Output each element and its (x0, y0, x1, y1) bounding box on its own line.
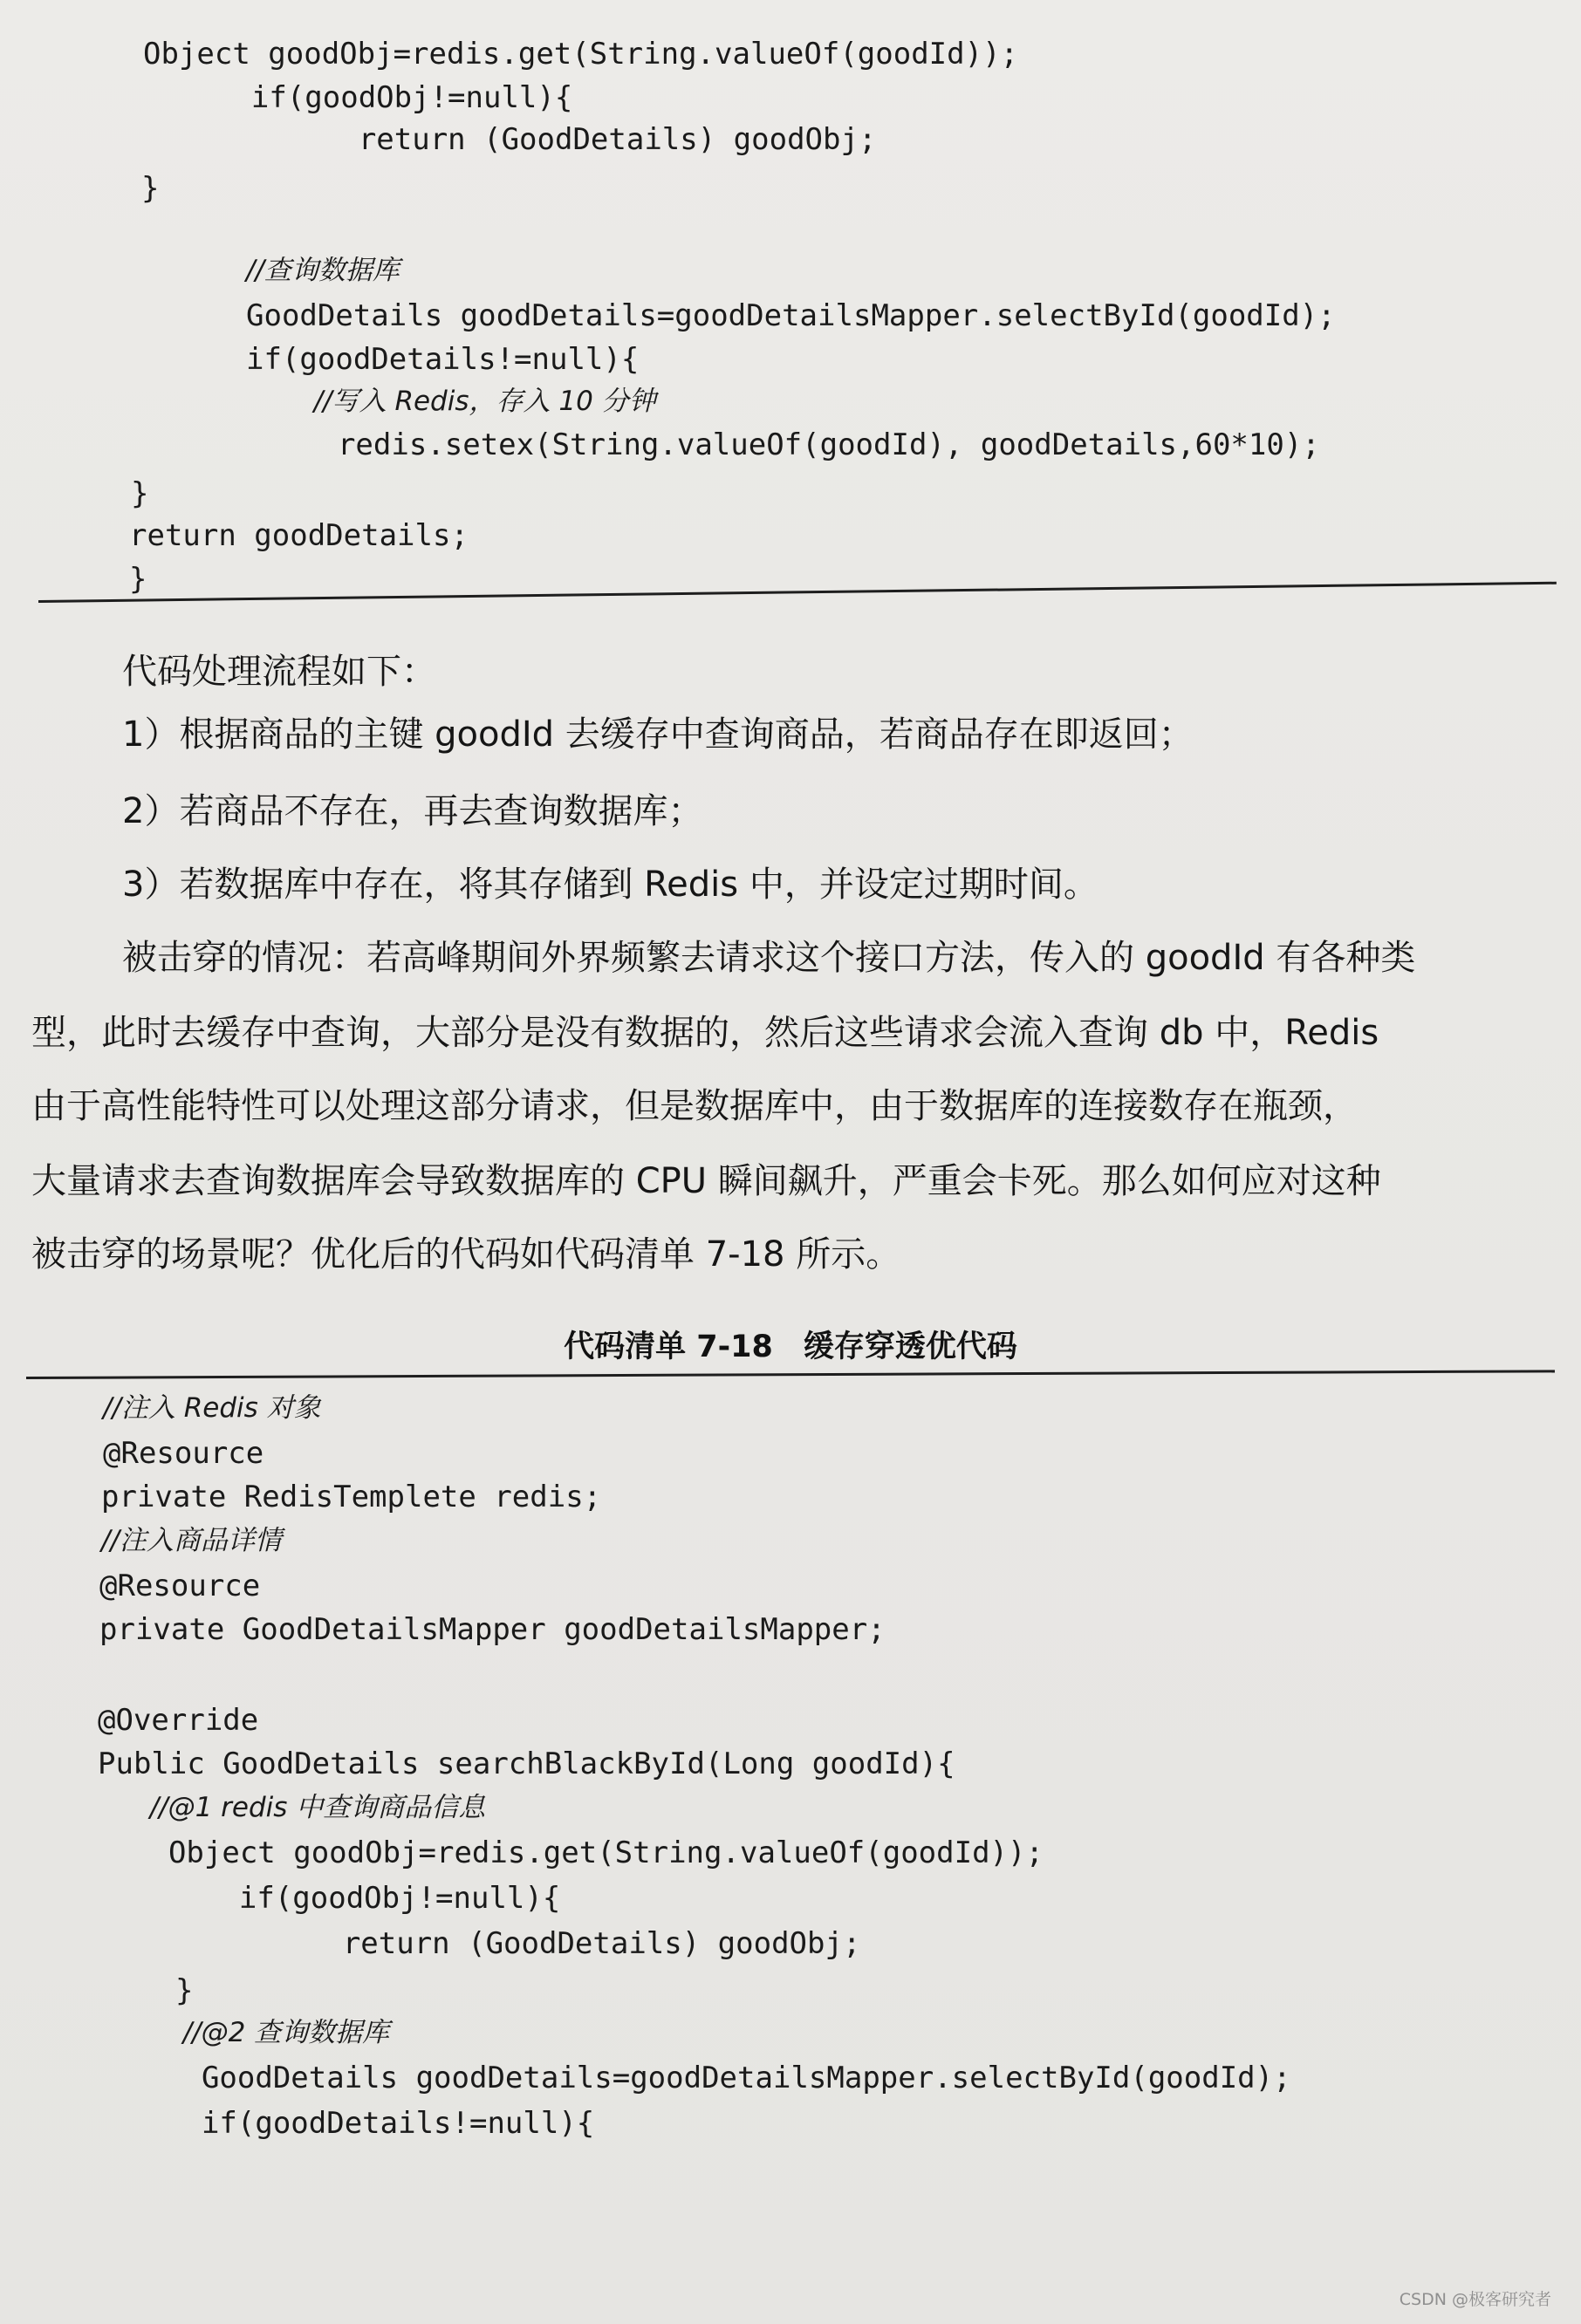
code-line: if(goodDetails!=null){ (246, 342, 640, 377)
code-line: } (131, 476, 149, 511)
code-line: GoodDetails goodDetails=goodDetailsMapper.selectById(goodId); (166, 2061, 1291, 2095)
penetration-paragraph-line: 由于高性能特性可以处理这部分请求，但是数据库中，由于数据库的连接数存在瓶颈， (31, 1086, 1358, 1126)
code-comment: //查询数据库 (246, 255, 400, 286)
penetration-paragraph-line: 被击穿的场景呢？优化后的代码如代码清单 7-18 所示。 (31, 1234, 901, 1275)
step-1-text: 1）根据商品的主键 goodId 去缓存中查询商品，若商品存在即返回； (122, 714, 1194, 755)
code-end-rule (38, 582, 1557, 603)
code-comment: //写入 Redis，存入 10 分钟 (297, 386, 656, 417)
code-line: Public GoodDetails searchBlackById(Long goodId){ (98, 1746, 955, 1781)
code-line: Object goodObj=redis.get(String.valueOf(goodId)); (133, 1835, 1044, 1870)
code-line: GoodDetails goodDetails=goodDetailsMapper.selectById(goodId); (246, 298, 1336, 333)
code-line: } (129, 562, 147, 597)
code-line: if(goodObj!=null){ (180, 80, 573, 115)
code-comment: //@1 redis 中查询商品信息 (133, 1792, 486, 1823)
code-line: return (GoodDetails) goodObj; (236, 1926, 861, 1961)
listing-top-rule (26, 1370, 1555, 1379)
code-comment: //@2 查询数据库 (166, 2017, 390, 2048)
code-comment: //注入 Redis 对象 (103, 1392, 321, 1424)
code-comment: //注入商品详情 (101, 1525, 282, 1556)
code-line: private RedisTemplete redis; (101, 1480, 602, 1514)
flow-intro-text: 代码处理流程如下： (122, 652, 436, 692)
penetration-paragraph-line: 被击穿的情况：若高峰期间外界频繁去请求这个接口方法，传入的 goodId 有各种类 (122, 938, 1416, 978)
code-line: if(goodDetails!=null){ (166, 2106, 595, 2141)
code-line: return goodDetails; (129, 518, 469, 553)
code-line: @Resource (99, 1569, 261, 1603)
penetration-paragraph-line: 大量请求去查询数据库会导致数据库的 CPU 瞬间飙升，严重会卡死。那么如何应对这种 (31, 1161, 1381, 1201)
listing-title: 代码清单 7-18 缓存穿透优代码 (564, 1329, 1017, 1364)
code-line: } (140, 1973, 194, 2008)
code-line: @Override (98, 1703, 259, 1738)
code-line: } (141, 171, 160, 206)
penetration-paragraph-line: 型，此时去缓存中查询，大部分是没有数据的，然后这些请求会流入查询 db 中，Redis (31, 1013, 1379, 1053)
code-line: @Resource (103, 1436, 264, 1471)
code-line: if(goodObj!=null){ (168, 1881, 561, 1916)
code-line: private GoodDetailsMapper goodDetailsMapper; (99, 1612, 886, 1647)
step-3-text: 3）若数据库中存在，将其存储到 Redis 中，并设定过期时间。 (122, 865, 1098, 905)
step-2-text: 2）若商品不存在，再去查询数据库； (122, 791, 703, 831)
csdn-watermark: CSDN @极客研究者 (1399, 2290, 1551, 2309)
code-line: redis.setex(String.valueOf(goodId), goodDetails,60*10); (302, 427, 1320, 462)
code-line: Object goodObj=redis.get(String.valueOf(goodId)); (143, 37, 1019, 72)
code-line: return (GoodDetails) goodObj; (251, 122, 877, 157)
